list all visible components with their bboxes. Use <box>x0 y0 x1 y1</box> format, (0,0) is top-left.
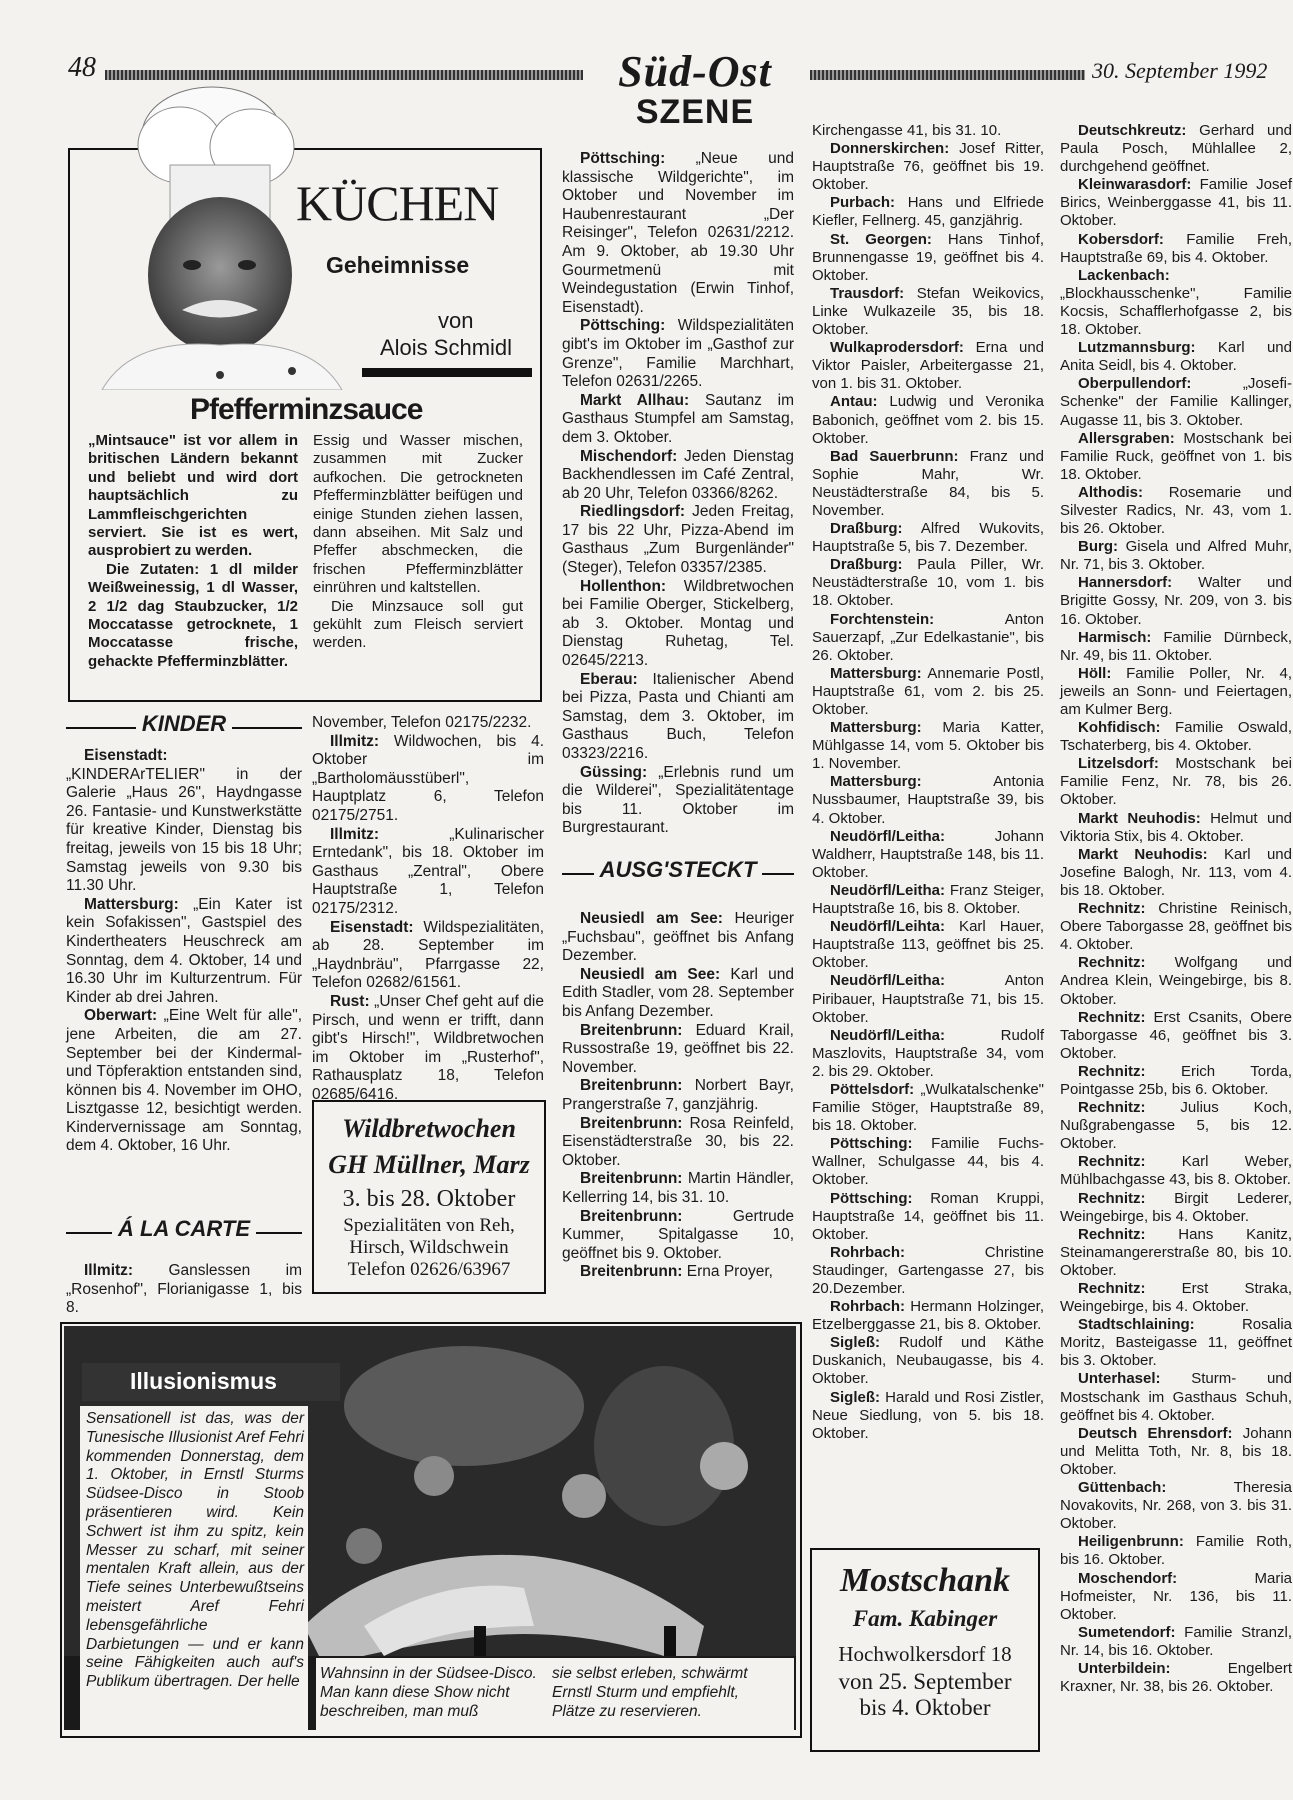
kinder-heading <box>66 711 302 737</box>
col4-entry-8: Draßburg: Alfred Wukovits, Hauptstraße 5, bis 7. Dezember. <box>812 520 1044 556</box>
col4-entry-12: Mattersburg: Maria Katter, Mühlgasse 14, vom 5. Oktober bis 1. November. <box>812 719 1044 773</box>
col5-entry-15: Markt Neuhodis: Karl und Josefine Balogh, Nr. 113, vom 4. bis 18. Oktober. <box>1060 845 1292 899</box>
ausgsteckt-label: AUSG'STECKT <box>594 857 763 882</box>
col5-entry-31: Sumetendorf: Familie Stranzl, Nr. 14, bis 16. Oktober. <box>1060 1623 1292 1659</box>
col2-entry-3: Eisenstadt: Wildspezialitäten, ab 28. September im „Haydnbräu", Pfarrgasse 22, Telefon 02682/61561. <box>312 918 544 992</box>
col5-entry-14: Markt Neuhodis: Helmut und Viktoria Stix, bis 4. Oktober. <box>1060 809 1292 845</box>
header-rule-right <box>810 70 1085 80</box>
col2-entry-2: Illmitz: „Kulinarischer Erntedank", bis 18. Oktober im Gasthaus „Zentral", Obere Hauptstraße 1, Telefon 02175/2312. <box>312 825 544 917</box>
col3b-entry-6: Breitenbrunn: Gertrude Kummer, Spitalgasse 10, geöffnet bis 9. Oktober. <box>562 1207 794 1262</box>
col3-entry-4: Riedlingsdorf: Jeden Freitag, 17 bis 22 Uhr, Pizza-Abend im Gasthaus „Zum Burgenländer" (Steger), Telefon 03357/2385. <box>562 503 794 577</box>
ad-most-line2: Fam. Kabinger <box>852 1606 998 1631</box>
col5-entry-23: Rechnitz: Hans Kanitz, Steinamangererstraße 80, bis 10. Oktober. <box>1060 1225 1292 1279</box>
recipe-method: Essig und Wasser mischen, zusammen mit Zucker aufkochen. Die getrockneten Pfefferminzblätter beifügen und einige Stunden ziehen lassen, dann abseihen. Mit Salz und Pfeffer abschmecken, die frischen Pfefferminzblätter einrühren und kaltstellen. <box>313 432 523 597</box>
recipe-intro: „Mintsauce" ist vor allem in britischen Ländern bekannt und beliebt und wird dort hauptsächlich zu Lammfleischgerichten serviert. Sie ist es wert, ausprobiert zu werden. <box>88 432 298 560</box>
col5-entry-1: Kleinwarasdorf: Familie Josef Birics, Weinberggasse 41, bis 11. Oktober. <box>1060 176 1292 230</box>
ad-wild-line3: 3. bis 28. Oktober <box>342 1186 516 1212</box>
section-logo <box>585 47 805 142</box>
page-number: 48 <box>68 52 96 83</box>
ad-wild-line4: Spezialitäten von Reh, <box>343 1215 515 1236</box>
col5-entry-19: Rechnitz: Erich Torda, Pointgasse 25b, bis 6. Oktober. <box>1060 1062 1292 1098</box>
col4-entry-25: Sigleß: Harald und Rosi Zistler, Neue Siedlung, von 5. bis 18. Oktober. <box>812 1388 1044 1442</box>
col5-entry-24: Rechnitz: Erst Straka, Weingebirge, bis 4. Oktober. <box>1060 1280 1292 1316</box>
col3-entry-3: Mischendorf: Jeden Dienstag Backhendlessen im Café Zentral, ab 20 Uhr, Telefon 03366/8262. <box>562 447 794 502</box>
col5-entry-9: Hannersdorf: Walter und Brigitte Gossy, Nr. 209, von 3. bis 16. Oktober. <box>1060 574 1292 628</box>
col4-entry-19: Pöttelsdorf: „Wulkatalschenke" Familie Stöger, Hauptstraße 89, bis 18. Oktober. <box>812 1080 1044 1135</box>
col2-entry-1: Illmitz: Wildwochen, bis 4. Oktober im „Bartholomäusstüberl", Hauptplatz 6, Telefon 02175/2751. <box>312 732 544 824</box>
column-ausgsteckt-2 <box>812 122 1044 1443</box>
chef-photo <box>62 75 382 390</box>
col5-entry-12: Kohfidisch: Familie Oswald, Tschaterberg, bis 4. Oktober. <box>1060 719 1292 755</box>
col5-entry-11: Höll: Familie Poller, Nr. 4, jeweils an Sonn- und Feiertagen, am Kulmer Berg. <box>1060 664 1292 718</box>
col5-entry-18: Rechnitz: Erst Csanits, Obere Taborgasse 46, geöffnet bis 3. Oktober. <box>1060 1008 1292 1062</box>
illusion-text: Sensationell ist das, was der Tunesische Illusionist Aref Fehri kommenden Donnerstag, dem 1. Oktober, in Ernstl Sturms Südsee-Disco in Stoob präsentieren wird. Kein Schwert ist ihm zu spitz, kein Messer zu scharf, mit seiner mentalen Kraft allein, aus der Tiefe seines Unterbewußtseins meistert Aref Fehri lebensgefährliche Darbietungen — und er kann seine Fähigkeiten auch auf's Publikum übertragen. Der helle <box>86 1410 304 1691</box>
col4-entry-17: Neudörfl/Leitha: Anton Piribauer, Hauptstraße 71, bis 15. Oktober. <box>812 972 1044 1026</box>
col4-entry-3: St. Georgen: Hans Tinhof, Brunnengasse 19, geöffnet bis 4. Oktober. <box>812 230 1044 284</box>
col5-entry-28: Güttenbach: Theresia Novakovits, Nr. 268, von 3. bis 31. Oktober. <box>1060 1479 1292 1533</box>
col3-entry-6: Eberau: Italienischer Abend bei Pizza, Pasta und Chianti am Samstag, dem 3. Oktober, im Gasthaus Buch, Telefon 03323/2216. <box>562 670 794 762</box>
col4-entry-21: Pöttsching: Roman Kruppi, Hauptstraße 14, geöffnet bis 11. Oktober. <box>812 1189 1044 1243</box>
col4-entry-14: Neudörfl/Leitha: Johann Waldherr, Hauptstraße 148, bis 11. Oktober. <box>812 827 1044 881</box>
ad-most-line5: bis 4. Oktober <box>859 1695 991 1720</box>
col5-entry-7: Althodis: Rosemarie und Silvester Radics, Nr. 43, vom 1. bis 26. Oktober. <box>1060 483 1292 538</box>
illusion-caption-1: Wahnsinn in der Südsee-Disco. Man kann diese Show nicht beschreiben, man muß <box>320 1665 537 1720</box>
col5-entry-25: Stadtschlaining: Rosalia Moritz, Basteigasse 11, geöffnet bis 3. Oktober. <box>1060 1316 1292 1370</box>
alacarte-label: Á LA CARTE <box>112 1216 256 1241</box>
col5-entry-4: Lutzmannsburg: Karl und Anita Seidl, bis 4. Oktober. <box>1060 339 1292 375</box>
col5-entry-2: Kobersdorf: Familie Freh, Hauptstraße 69, bis 4. Oktober. <box>1060 230 1292 266</box>
col3b-entry-1: Neusiedl am See: Karl und Edith Stadler, vom 28. September bis Anfang Dezember. <box>562 965 794 1020</box>
recipe-title: Pfefferminzsauce <box>190 393 423 426</box>
col5-entry-5: Oberpullendorf: „Josefi-Schenke" der Familie Kallinger, Augasse 11, bis 3. Oktober. <box>1060 375 1292 429</box>
kuechen-title: KÜCHEN <box>296 175 499 231</box>
col4-entry-2: Purbach: Hans und Elfriede Kiefler, Fellnerg. 45, ganzjährig. <box>812 194 1044 230</box>
kuechen-subtitle: Geheimnisse <box>326 252 470 278</box>
col5-entry-16: Rechnitz: Christine Reinisch, Obere Taborgasse 28, geöffnet bis 4. Oktober. <box>1060 900 1292 954</box>
col5-entry-30: Moschendorf: Maria Hofmeister, Nr. 136, bis 11. Oktober. <box>1060 1569 1292 1623</box>
col5-entry-0: Deutschkreutz: Gerhard und Paula Posch, Mühlallee 2, durchgehend geöffnet. <box>1060 122 1292 176</box>
col5-entry-6: Allersgraben: Mostschank bei Familie Ruck, geöffnet von 1. bis 18. Oktober. <box>1060 429 1292 483</box>
ad-most-line3: Hochwolkersdorf 18 <box>838 1642 1012 1666</box>
col5-entry-29: Heiligenbrunn: Familie Roth, bis 16. Oktober. <box>1060 1533 1292 1569</box>
column-ausgsteckt-3 <box>1060 122 1292 1696</box>
ad-most-line4: von 25. September <box>838 1669 1012 1694</box>
col4-entry-0: Kirchengasse 41, bis 31. 10. <box>812 122 1002 139</box>
col5-entry-22: Rechnitz: Birgit Lederer, Weingebirge, bis 4. Oktober. <box>1060 1189 1292 1225</box>
col4-entry-5: Wulkaprodersdorf: Erna und Viktor Paisler, Arbeitergasse 21, von 1. bis 31. Oktober. <box>812 339 1044 393</box>
col3b-entry-5: Breitenbrunn: Martin Händler, Kellerring 14, bis 31. 10. <box>562 1170 794 1206</box>
col4-entry-9: Draßburg: Paula Piller, Wr. Neustädterstraße 10, vom 1. bis 18. Oktober. <box>812 556 1044 610</box>
col5-entry-3: Lackenbach: „Blockhausschenke", Familie Kocsis, Schafflerhofgasse 2, bis 18. Oktober. <box>1060 266 1292 339</box>
col5-entry-20: Rechnitz: Julius Koch, Nußgrabengasse 5, bis 12. Oktober. <box>1060 1099 1292 1153</box>
col5-entry-21: Rechnitz: Karl Weber, Mühlbachgasse 43, bis 8. Oktober. <box>1060 1153 1292 1189</box>
col1-entry-1: Mattersburg: „Ein Kater ist kein Sofakissen", Gastspiel des Kindertheaters Heuschreck am Sonntag, dem 4. Oktober, 14 und 16.30 Uhr im Kulturzentrum. Für Kinder ab drei Jahren. <box>66 895 302 1006</box>
col4-entry-22: Rohrbach: Christine Staudinger, Gartengasse 27, bis 20.Dezember. <box>812 1243 1044 1297</box>
col3-entry-2: Markt Allhau: Sautanz im Gasthaus Stumpfel am Samstag, dem 3. Oktober. <box>562 391 794 446</box>
recipe-left <box>88 432 298 671</box>
col5-entry-10: Harmisch: Familie Dürnbeck, Nr. 49, bis 11. Oktober. <box>1060 628 1292 664</box>
kuechen-author: Alois Schmidl <box>380 335 513 360</box>
col1-entry-0: Eisenstadt: „KINDERArTELIER" in der Galerie „Haus 26", Haydngasse 26. Fantasie- und Kunstwerkstätte für kreative Kinder, Dienstag bis freitag, jeweils von 15 bis 18 Uhr; Samstag jeweils von 9.30 bis 11.30 Uhr. <box>66 747 302 895</box>
ad-wild-line6: Telefon 02626/63967 <box>347 1259 511 1280</box>
col3-entry-0: Pöttsching: „Neue und klassische Wildgerichte", im Oktober und November im Haubenrestaurant „Der Reisinger", Telefon 02631/2212. Am 9. Oktober, ab 19.30 Uhr Gourmetmenü mit Weindegustation (Erwin Tinhof, Eisenstadt). <box>562 150 794 316</box>
col4-entry-16: Neudörfl/Leihta: Karl Hauer, Hauptstraße 113, geöffnet bis 25. Oktober. <box>812 918 1044 972</box>
ad-wildbretwochen <box>312 1100 546 1294</box>
column-alacarte-cont <box>312 714 544 1104</box>
col4-entry-1: Donnerskirchen: Josef Ritter, Hauptstraße 76, geöffnet bis 19. Oktober. <box>812 140 1044 194</box>
col3-entry-1: Pöttsching: Wildspezialitäten gibt's im Oktober im „Gasthof zur Grenze", Familie Marchhart, Telefon 02631/2265. <box>562 317 794 391</box>
recipe-ingredients: Die Zutaten: 1 dl milder Weißweinessig, 1 dl Wasser, 2 1/2 dag Staubzucker, 1/2 Moccatasse getrocknete, 1 Moccatasse frische, gehackte Pfefferminzblätter. <box>88 560 298 670</box>
col3-entry-7: Güssing: „Erlebnis rund um die Wilderei", Spezialitätentage bis 11. Oktober im Burgrestaurant. <box>562 763 794 837</box>
col5-entry-13: Litzelsdorf: Mostschank bei Familie Fenz, Nr. 78, bis 26. Oktober. <box>1060 755 1292 809</box>
ad-mostschank <box>810 1548 1040 1752</box>
col4-entry-18: Neudörfl/Leitha: Rudolf Maszlovits, Hauptstraße 34, vom 2. bis 29. Oktober. <box>812 1026 1044 1080</box>
col5-entry-8: Burg: Gisela und Alfred Muhr, Nr. 71, bis 3. Oktober. <box>1060 538 1292 574</box>
column-ausgsteckt <box>562 910 794 1282</box>
column-kinder <box>66 747 302 1156</box>
ad-most-line1: Mostschank <box>839 1562 1011 1599</box>
logo-line1: Süd-Ost <box>618 47 772 96</box>
col5-entry-17: Rechnitz: Wolfgang und Andrea Klein, Weingebirge, bis 8. Oktober. <box>1060 954 1292 1008</box>
illusion-title: Illusionismus <box>130 1368 277 1394</box>
col3b-entry-3: Breitenbrunn: Norbert Bayr, Prangerstraße 7, ganzjährig. <box>562 1077 794 1113</box>
kuechen-von: von <box>438 308 474 333</box>
ad-wild-line2: GH Müllner, Marz <box>328 1150 530 1179</box>
alacarte-entry: Illmitz: Ganslessen im „Rosenhof", Florianigasse 1, bis 8. <box>66 1262 302 1317</box>
col4-entry-11: Mattersburg: Annemarie Postl, Hauptstraße 61, vom 2. bis 25. Oktober. <box>812 664 1044 718</box>
col5-entry-32: Unterbildein: Engelbert Kraxner, Nr. 38, bis 26. Oktober. <box>1060 1659 1292 1696</box>
recipe-right <box>313 432 523 653</box>
ad-wild-line5: Hirsch, Wildschwein <box>349 1237 509 1258</box>
col4-entry-10: Forchtenstein: Anton Sauerzapf, „Zur Edelkastanie", bis 26. Oktober. <box>812 610 1044 664</box>
kuechen-underline <box>362 368 532 377</box>
col4-entry-13: Mattersburg: Antonia Nussbaumer, Hauptstraße 39, bis 4. Oktober. <box>812 773 1044 827</box>
col5-entry-27: Deutsch Ehrensdorf: Johann und Melitta Toth, Nr. 8, bis 18. Oktober. <box>1060 1424 1292 1478</box>
col1-entry-2: Oberwart: „Eine Welt für alle", jene Arbeiten, die am 27. September bei der Kindermal- und Töpferaktion entstanden sind, können bis 4. November im OHO, Lisztgasse 12, besichtigt werden. Kindervernissage am Sonntag, dem 4. Oktober, 16 Uhr. <box>66 1007 302 1155</box>
kinder-label: KINDER <box>136 711 232 736</box>
logo-line2: SZENE <box>635 93 755 131</box>
ad-wild-line1: Wildbretwochen <box>342 1114 516 1143</box>
col3-entry-5: Hollenthon: Wildbretwochen bei Familie Oberger, Stickelberg, ab 3. Oktober. Montag und Dienstag Ruhetag, Tel. 02645/2213. <box>562 577 794 670</box>
recipe-serve: Die Minzsauce soll gut gekühlt zum Fleisch serviert werden. <box>313 597 523 652</box>
col4-entry-4: Trausdorf: Stefan Weikovics, Linke Wulkazeile 35, bis 18. Oktober. <box>812 284 1044 339</box>
col2-entry-4: Rust: „Unser Chef geht auf die Pirsch, und wenn er trifft, dann gibt's Hirsch!", Wildbretwochen im Oktober im „Rusterhof", Rathausplatz 18, Telefon 02685/6416. <box>312 992 544 1103</box>
col3b-entry-7: Breitenbrunn: Erna Proyer, <box>580 1263 773 1281</box>
col4-entry-6: Antau: Ludwig und Veronika Babonich, geöffnet vom 2. bis 15. Oktober. <box>812 393 1044 447</box>
issue-date: 30. September 1992 <box>1092 58 1268 83</box>
col4-entry-7: Bad Sauerbrunn: Franz und Sophie Mahr, Wr. Neustädterstraße 84, bis 5. November. <box>812 447 1044 519</box>
col4-entry-15: Neudörfl/Leitha: Franz Steiger, Hauptstraße 16, bis 8. Oktober. <box>812 881 1044 918</box>
col4-entry-23: Rohrbach: Hermann Holzinger, Etzelberggasse 21, bis 8. Oktober. <box>812 1298 1044 1334</box>
col2-entry-0: November, Telefon 02175/2232. <box>312 714 532 731</box>
col4-entry-20: Pöttsching: Familie Fuchs-Wallner, Schulgasse 44, bis 4. Oktober. <box>812 1135 1044 1189</box>
ausgsteckt-heading <box>562 857 794 883</box>
col3b-entry-0: Neusiedl am See: Heuriger „Fuchsbau", geöffnet bis Anfang Dezember. <box>562 910 794 965</box>
col3b-entry-2: Breitenbrunn: Eduard Krail, Russostraße 19, geöffnet bis 22. November. <box>562 1021 794 1076</box>
col3b-entry-4: Breitenbrunn: Rosa Reinfeld, Eisenstädterstraße 30, bis 22. Oktober. <box>562 1114 794 1169</box>
column-alacarte <box>562 150 794 838</box>
alacarte-heading <box>66 1216 302 1242</box>
col5-entry-26: Unterhasel: Sturm- und Mostschank im Gasthaus Schuh, geöffnet bis 4. Oktober. <box>1060 1370 1292 1424</box>
illusion-caption-2: sie selbst erleben, schwärmt Ernstl Sturm und empfiehlt, Plätze zu reservieren. <box>552 1665 748 1720</box>
col4-entry-24: Sigleß: Rudolf und Käthe Duskanich, Neubaugasse, bis 4. Oktober. <box>812 1334 1044 1388</box>
